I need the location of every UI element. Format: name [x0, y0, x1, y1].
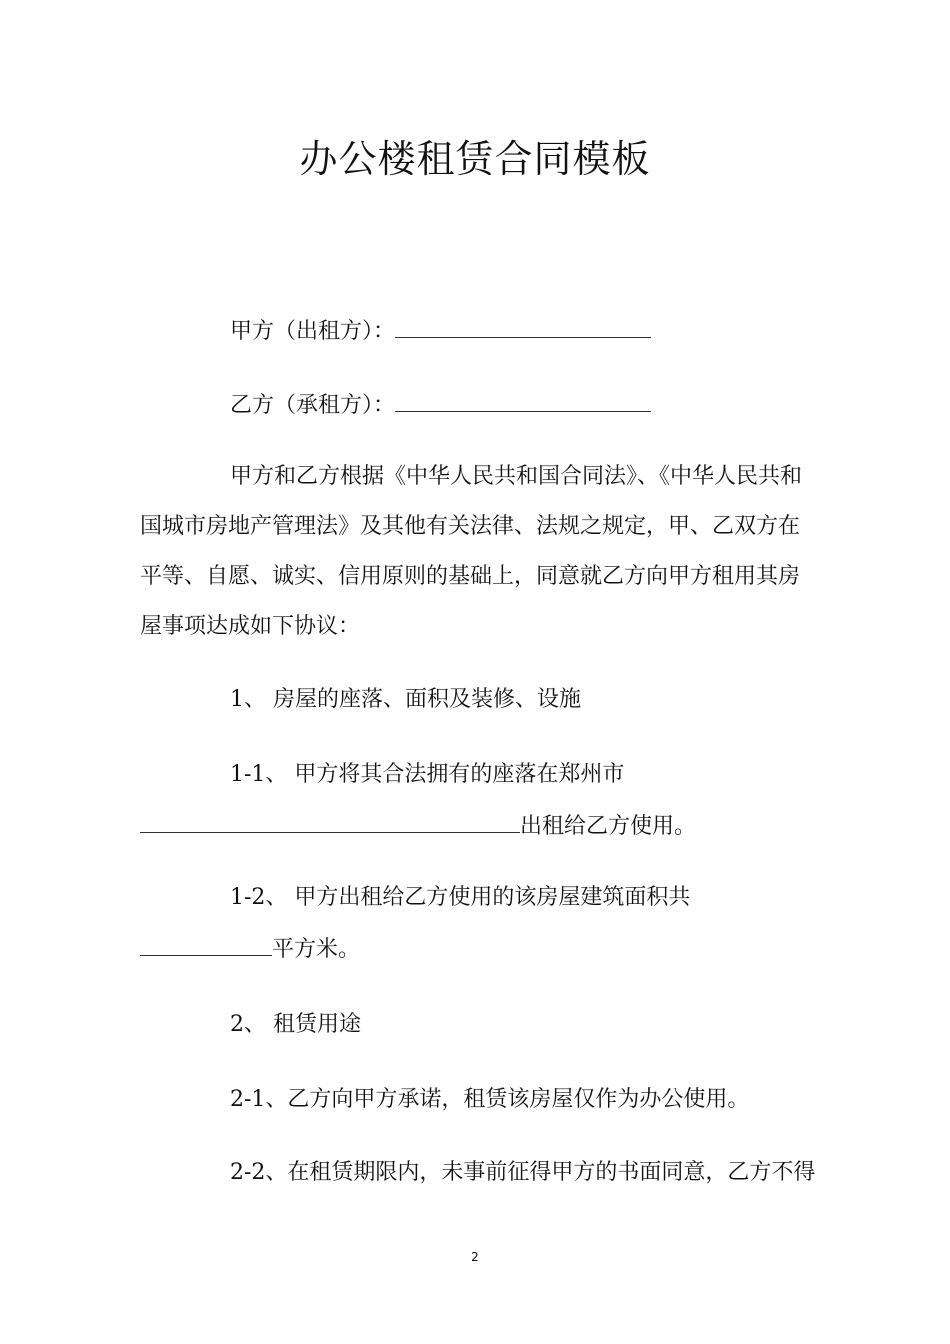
- page-number: 2: [471, 1250, 479, 1264]
- party-b-label: 乙方（承租方）：: [230, 393, 396, 418]
- party-a-blank: [395, 315, 651, 338]
- clause-2-1: 2-1、乙方向甲方承诺，租赁该房屋仅作为办公使用。: [230, 1087, 750, 1112]
- clause-1-1-line-2: [140, 810, 696, 842]
- intro-line-2: 国城市房地产管理法》及其他有关法律、法规之规定，甲、乙双方在: [140, 514, 801, 539]
- party-b-blank: [395, 389, 651, 412]
- clause-1-2-suffix: 平方米。: [272, 937, 361, 962]
- clause-1-1-suffix: 出租给乙方使用。: [520, 814, 697, 839]
- intro-line-1: 甲方和乙方根据《中华人民共和国合同法》、《中华人民共和: [230, 464, 803, 489]
- document-title: 办公楼租赁合同模板: [299, 137, 651, 181]
- party-a-label: 甲方（出租方）：: [230, 319, 396, 344]
- section-1-heading: 1、 房屋的座落、面积及装修、设施: [230, 687, 581, 712]
- party-b-line: [230, 389, 651, 421]
- party-a-line: [230, 315, 651, 347]
- section-2-heading: 2、 租赁用途: [230, 1012, 361, 1037]
- clause-2-2: 2-2、在租赁期限内，未事前征得甲方的书面同意，乙方不得: [230, 1160, 816, 1185]
- intro-line-3: 平等、自愿、诚实、信用原则的基础上，同意就乙方向甲方租用其房: [140, 564, 801, 589]
- clause-1-2-line-1: 1-2、 甲方出租给乙方使用的该房屋建筑面积共: [230, 885, 691, 910]
- location-blank: [140, 810, 520, 833]
- clause-1-1-line-1: 1-1、 甲方将其合法拥有的座落在郑州市: [230, 762, 625, 787]
- area-blank: [140, 933, 272, 956]
- intro-line-4: 屋事项达成如下协议：: [140, 614, 361, 639]
- clause-1-2-line-2: [140, 933, 360, 965]
